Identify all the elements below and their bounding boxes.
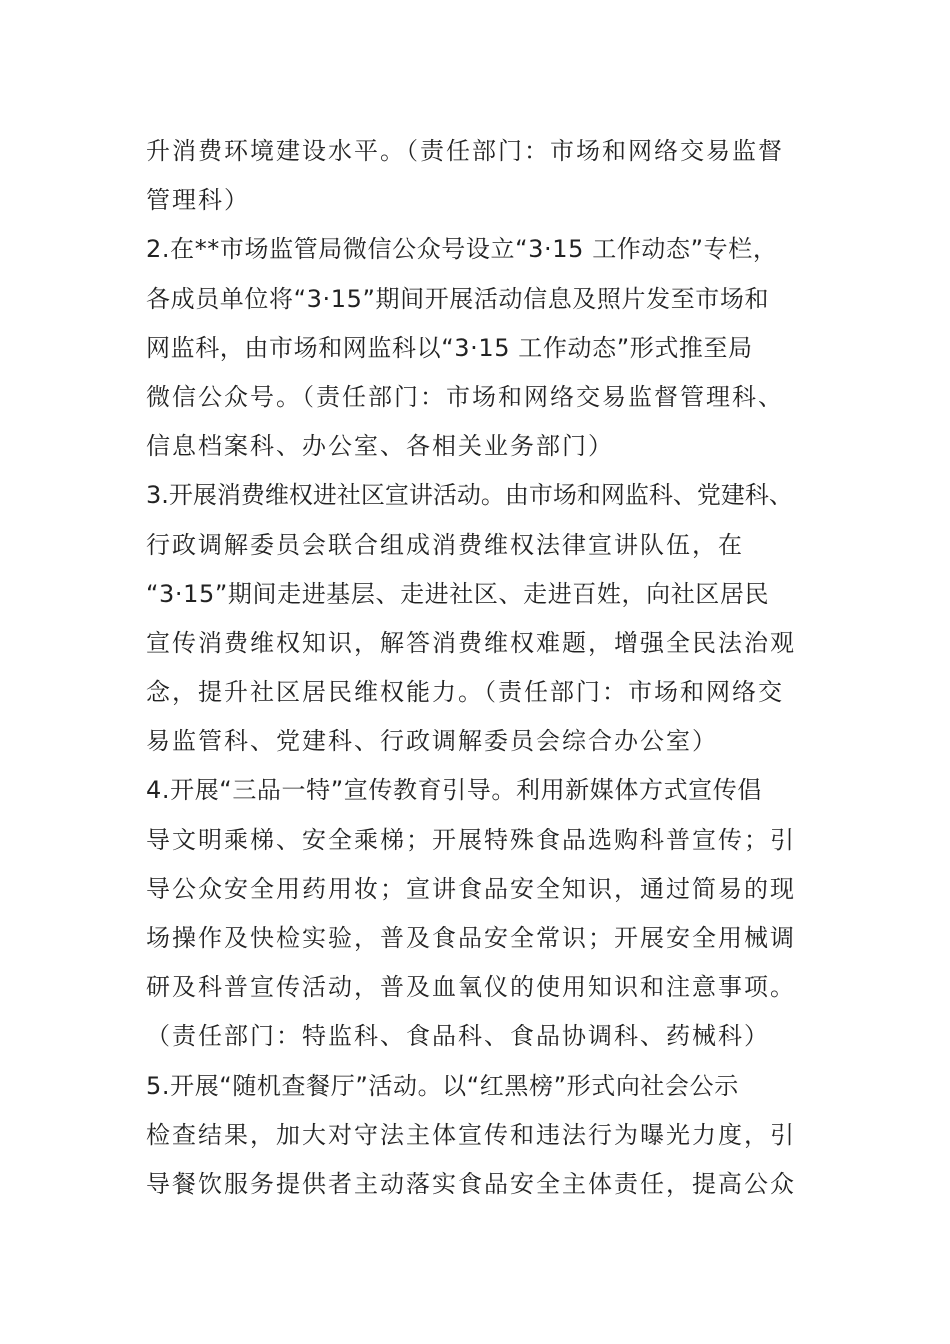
- text-line: 场操作及快检实验，普及食品安全常识；开展安全用械调: [146, 924, 796, 952]
- text-line: 4.开展“三品一特”宣传教育引导。利用新媒体方式宣传倡: [146, 776, 762, 805]
- text-line: 导公众安全用药用妆；宣讲食品安全知识，通过简易的现: [146, 874, 796, 903]
- text-line: 行政调解委员会联合组成消费维权法律宣讲队伍，在: [146, 530, 744, 559]
- text-line: 2.在**市场监管局微信公众号设立“3·15 工作动态”专栏，: [146, 235, 778, 264]
- text-line: 导文明乘梯、安全乘梯；开展特殊食品选购科普宣传；引: [146, 825, 796, 854]
- text-line: 网监科，由市场和网监科以“3·15 工作动态”形式推至局: [146, 333, 753, 362]
- text-line: 宣传消费维权知识，解答消费维权难题，增强全民法治观: [146, 628, 796, 657]
- text-line: 5.开展“随机查餐厅”活动。以“红黑榜”形式向社会公示: [146, 1071, 739, 1100]
- text-line: 检查结果，加大对守法主体宣传和违法行为曝光力度，引: [146, 1120, 796, 1149]
- text-line: 各成员单位将“3·15”期间开展活动信息及照片发至市场和: [146, 284, 770, 313]
- text-line: （责任部门：特监科、食品科、食品协调科、药械科）: [146, 1022, 770, 1051]
- body-text: [146, 127, 826, 1209]
- text-line: “3·15”期间走进基层、走进社区、走进百姓，向社区居民: [146, 579, 770, 608]
- text-line: 3.开展消费维权进社区宣讲活动。由市场和网监科、党建科、: [146, 481, 793, 510]
- text-line: 管理科）: [146, 186, 250, 215]
- text-line: 信息档案科、办公室、各相关业务部门）: [146, 432, 614, 461]
- text-line: 微信公众号。（责任部门：市场和网络交易监督管理科、: [146, 382, 784, 411]
- text-line: 念，提升社区居民维权能力。（责任部门：市场和网络交: [146, 678, 784, 707]
- text-line: 导餐饮服务提供者主动落实食品安全主体责任，提高公众: [146, 1169, 796, 1198]
- text-line: 升消费环境建设水平。（责任部门：市场和网络交易监督: [146, 137, 784, 165]
- text-line: 易监管科、党建科、行政调解委员会综合办公室）: [146, 727, 718, 756]
- text-line: 研及科普宣传活动，普及血氧仪的使用知识和注意事项。: [146, 973, 796, 1002]
